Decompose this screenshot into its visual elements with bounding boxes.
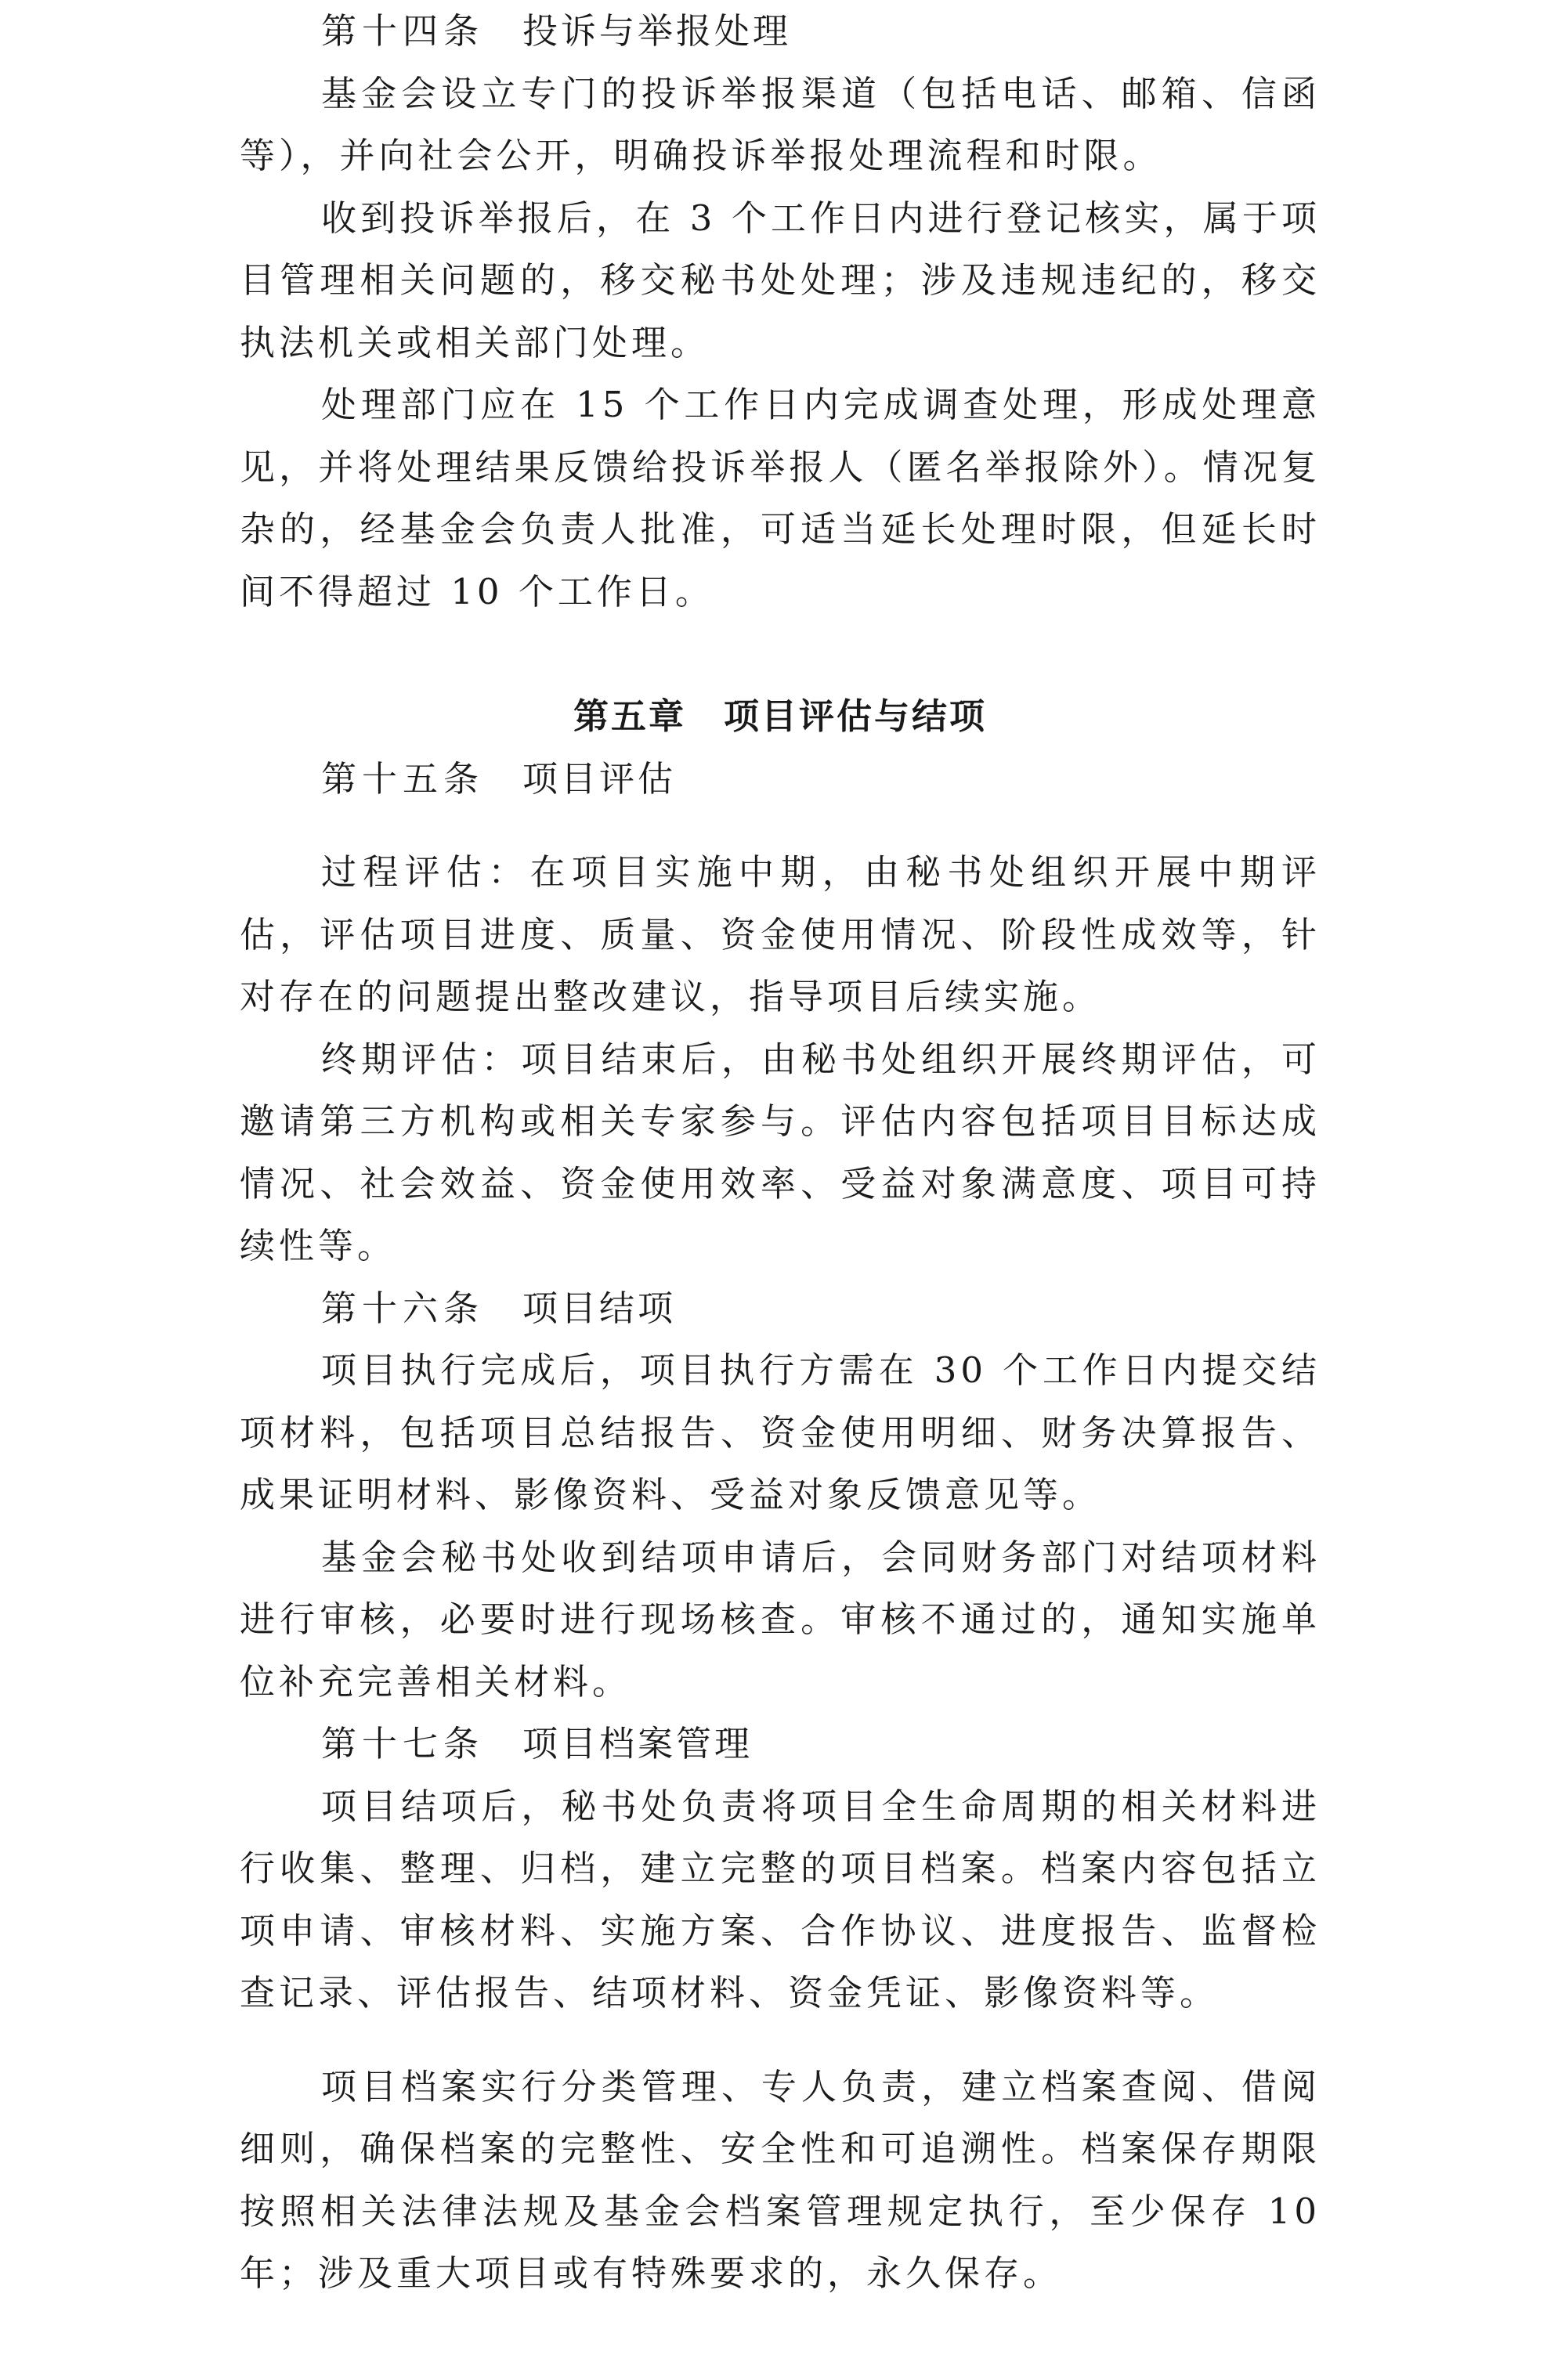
article-15-number: 第十五条	[321, 757, 485, 800]
article-16-title: 项目结项	[522, 1287, 677, 1329]
article-16-paragraph-1: 项目执行完成后，项目执行方需在 30 个工作日内提交结项材料，包括项目总结报告、资金使用明细、财务决算报告、成果证明材料、影像资料、受益对象反馈意见等。	[240, 1349, 1321, 1515]
article-17-paragraph-1: 项目结项后，秘书处负责将项目全生命周期的相关材料进行收集、整理、归档，建立完整的项目档案。档案内容包括立项申请、审核材料、实施方案、合作协议、进度报告、监督检查记录、评估报告、结项材料、资金凭证、影像资料等。	[240, 1785, 1321, 2013]
article-16-heading	[240, 1277, 1321, 1340]
article-16-paragraph-2: 基金会秘书处收到结项申请后，会同财务部门对结项材料进行审核，必要时进行现场核查。审核不通过的，通知实施单位补充完善相关材料。	[240, 1536, 1321, 1703]
article-15-paragraph-1: 过程评估：在项目实施中期，由秘书处组织开展中期评估，评估项目进度、质量、资金使用情况、阶段性成效等，针对存在的问题提出整改建议，指导项目后续实施。	[240, 851, 1321, 1017]
article-15-heading	[240, 748, 1321, 811]
article-14-heading	[240, 0, 1321, 63]
article-15-title: 项目评估	[522, 757, 677, 800]
chapter-5-heading: 第五章 项目评估与结项	[573, 695, 987, 737]
article-17-number: 第十七条	[321, 1723, 485, 1764]
article-14-paragraph-2: 收到投诉举报后，在 3 个工作日内进行登记核实，属于项目管理相关问题的，移交秘书处处理；涉及违规违纪的，移交执法机关或相关部门处理。	[240, 197, 1321, 363]
article-15-paragraph-2: 终期评估：项目结束后，由秘书处组织开展终期评估，可邀请第三方机构或相关专家参与。评估内容包括项目目标达成情况、社会效益、资金使用效率、受益对象满意度、项目可持续性等。	[240, 1038, 1321, 1266]
article-16-number: 第十六条	[321, 1287, 485, 1329]
article-14-number: 第十四条	[321, 10, 485, 52]
article-17-paragraph-2: 项目档案实行分类管理、专人负责，建立档案查阅、借阅细则，确保档案的完整性、安全性和可追溯性。档案保存期限按照相关法律法规及基金会档案管理规定执行，至少保存 10 年；涉及重大项目或有特殊要求的，永久保存。	[240, 2065, 1321, 2294]
article-17-heading	[240, 1713, 1321, 1775]
article-17-title: 项目档案管理	[522, 1723, 754, 1764]
article-14-title: 投诉与举报处理	[522, 10, 792, 52]
article-14-paragraph-1: 基金会设立专门的投诉举报渠道（包括电话、邮箱、信函等），并向社会公开，明确投诉举报处理流程和时限。	[240, 72, 1321, 176]
document-page	[240, 0, 1321, 2305]
article-14-paragraph-3: 处理部门应在 15 个工作日内完成调查处理，形成处理意见，并将处理结果反馈给投诉举报人（匿名举报除外）。情况复杂的，经基金会负责人批准，可适当延长处理时限，但延长时间不得超过 10 个工作日。	[240, 384, 1321, 612]
